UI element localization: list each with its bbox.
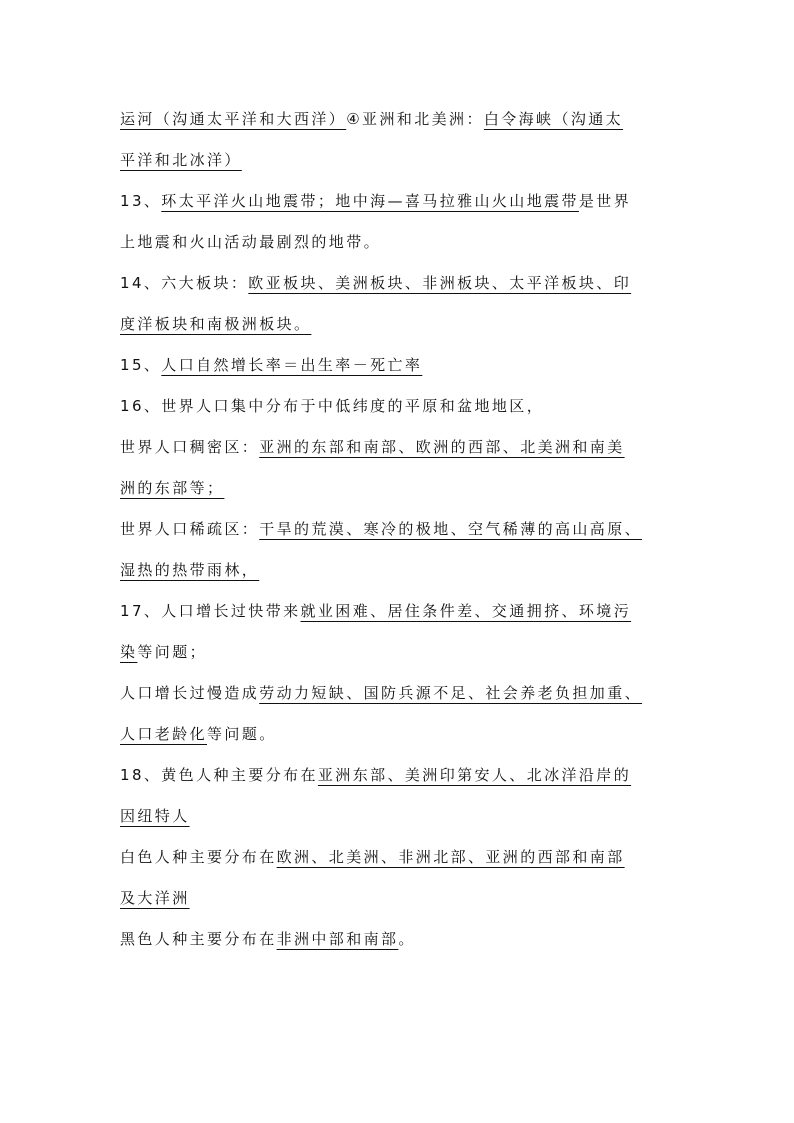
text-line (120, 883, 700, 924)
text-segment: 等问题。 (207, 725, 277, 743)
underlined-answer: 及大洋洲 (120, 889, 190, 907)
text-line (120, 391, 700, 432)
underlined-answer: 度洋板块和南极洲板块。 (120, 315, 312, 333)
text-segment: 是世界 (578, 192, 632, 210)
document-body-text (120, 104, 700, 965)
text-line (120, 186, 700, 227)
underlined-answer: 环太平洋火山地震带；地中海—喜马拉雅山火山地震带 (161, 192, 579, 210)
text-segment: 白色人种主要分布在 (120, 848, 277, 866)
text-line (120, 760, 700, 801)
underlined-answer: 劳动力短缺、国防兵源不足、社会养老负担加重、 (259, 684, 643, 702)
text-line (120, 678, 700, 719)
underlined-answer: 亚洲的东部和南部、欧洲的西部、北美洲和南美 (259, 438, 625, 456)
underlined-answer: 白令海峡（沟通太 (483, 110, 624, 128)
text-segment: 世界人口稠密区： (120, 438, 260, 456)
text-line (120, 309, 700, 350)
text-line (120, 104, 700, 145)
text-line (120, 637, 700, 678)
text-line (120, 268, 700, 309)
text-segment: 人口增长过慢造成 (120, 684, 260, 702)
underlined-answer: 人口老龄化 (120, 725, 208, 743)
underlined-answer: 就业困难、居住条件差、交通拥挤、环境污 (300, 602, 632, 620)
text-line (120, 227, 700, 268)
text-segment: 17、人口增长过快带来 (120, 602, 301, 620)
text-segment: 黑色人种主要分布在 (120, 930, 277, 948)
underlined-answer: 亚洲东部、美洲印第安人、北冰洋沿岸的 (317, 766, 632, 784)
text-line (120, 350, 700, 391)
underlined-answer: 洲的东部等； (120, 479, 225, 497)
text-segment: 18、黄色人种主要分布在 (120, 766, 318, 784)
text-segment: 上地震和火山活动最剧烈的地带。 (120, 233, 382, 251)
text-segment: 16、世界人口集中分布于中低纬度的平原和盆地地区， (120, 397, 545, 415)
text-line (120, 432, 700, 473)
text-segment: 14、六大板块： (120, 274, 249, 292)
text-segment: 15、 (120, 356, 162, 374)
text-line (120, 596, 700, 637)
text-segment: 13、 (120, 192, 162, 210)
text-segment: 等问题； (137, 643, 208, 661)
text-line (120, 473, 700, 514)
underlined-answer: 非洲中部和南部 (276, 930, 399, 948)
underlined-answer: 染 (120, 643, 138, 661)
underlined-answer: 平洋和北冰洋） (120, 151, 242, 169)
underlined-answer: 干旱的荒漠、寒冷的极地、空气稀薄的高山高原、 (259, 520, 643, 538)
underlined-answer: 欧亚板块、美洲板块、非洲板块、太平洋板块、印 (248, 274, 632, 292)
text-line (120, 145, 700, 186)
underlined-answer: 欧洲、北美洲、非洲北部、亚洲的西部和南部 (276, 848, 625, 866)
text-line (120, 801, 700, 842)
underlined-answer: 人口自然增长率＝出生率－死亡率 (161, 356, 423, 374)
text-line (120, 719, 700, 760)
underlined-answer: 运河（沟通太平洋和大西洋） (120, 110, 347, 128)
text-segment: 。 (398, 930, 416, 948)
underlined-answer: 因纽特人 (120, 807, 190, 825)
text-segment: ④亚洲和北美洲： (346, 110, 484, 128)
text-line (120, 555, 700, 596)
text-segment: 世界人口稀疏区： (120, 520, 260, 538)
text-line (120, 514, 700, 555)
underlined-answer: 湿热的热带雨林， (120, 561, 260, 579)
text-line (120, 842, 700, 883)
text-line (120, 924, 700, 965)
